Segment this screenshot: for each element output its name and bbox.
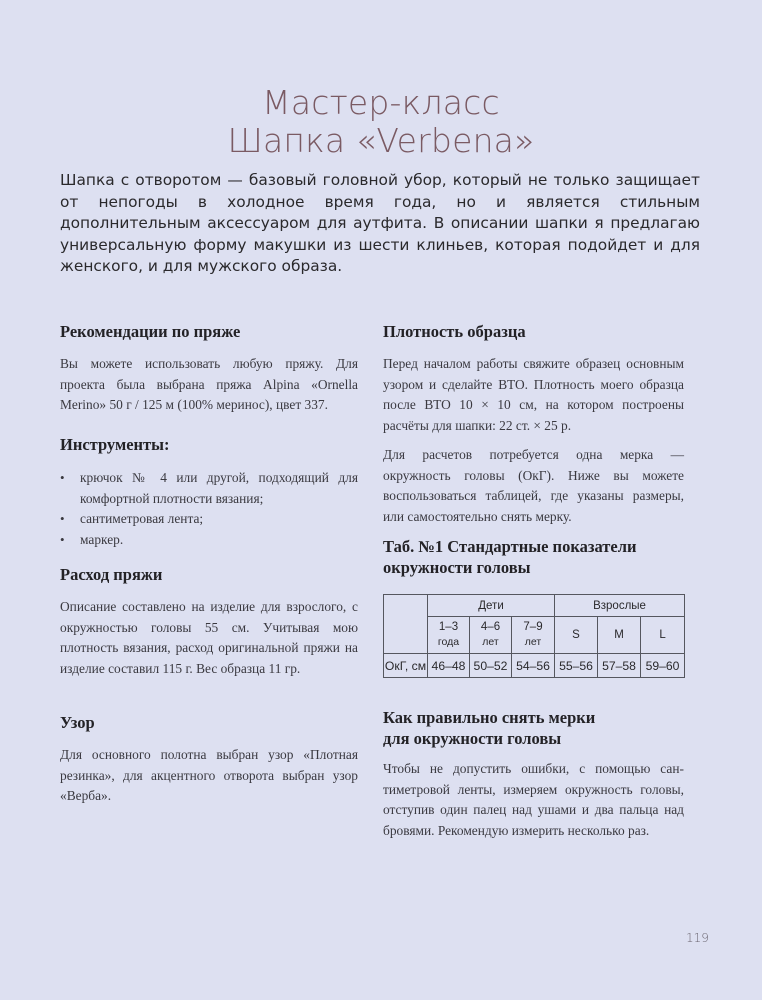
consumption-heading: Расход пряжи (60, 565, 163, 584)
gauge-text: Перед началом работы свяжите образец основным узором и сделайте ВТО. Плотность моего образца после ВТО 10 × 10 см, на котором построены расчёты для шапки: 22 ст. × 25 р. (383, 356, 684, 433)
tools-list-item: • крючок № 4 или другой, подходящий для комфортной плотности вязания; (60, 470, 358, 506)
consumption-text: Описание составлено на изделие для взрослого, с окружностью головы 55 см. Учитывая мою плотность вязания, расход оригинальной пряжи на изделие составил 115 г. Вес образца 11 гр. (60, 599, 358, 676)
gauge-section (383, 321, 684, 527)
gauge-text-2: Для расчетов потребуется одна мерка — окружность головы (ОкГ). Ниже вы можете воспользоваться таблицей, где указаны размеры, или самостоятельно снять мерку. (383, 447, 684, 524)
table-row (384, 654, 685, 678)
column-header: S (555, 617, 598, 654)
pattern-section (60, 712, 358, 807)
table-cell: 54–56 (512, 654, 555, 678)
title-line-1: Мастер-класс (262, 83, 500, 122)
tools-list (60, 468, 358, 550)
bullet-icon: • (60, 470, 65, 485)
column-header: 7–9 лет (512, 617, 555, 654)
column-header: 4–6 лет (470, 617, 512, 654)
table-subheader-row (384, 617, 685, 654)
gauge-heading: Плотность образца (383, 322, 526, 341)
yarn-section (60, 321, 358, 416)
table-corner-cell (384, 595, 428, 654)
intro-paragraph: Шапка с отворотом — базовый головной убор, который не только защищает от непогоды в холодное время года, но и является стильным дополнительным аксессуаром для аутфита. В описании шапки я предлагаю универсальную форму макушки из шести клиньев, которая подойдет и для женского, и для мужского образа. (60, 171, 700, 276)
yarn-text: Вы можете использовать любую пряжу. Для проекта была выбрана пряжа Alpina «Ornella Merino» 50 г / 125 м (100% меринос), цвет 337. (60, 356, 358, 412)
measure-section (383, 707, 684, 841)
head-size-table (383, 594, 685, 678)
consumption-section (60, 564, 358, 679)
measure-text: Чтобы не допустить ошибки, с помощью сантиметровой ленты, измеряем окружность головы, отступив один палец над ушами и два пальца над бровями. Рекомендую измерить несколько раз. (383, 761, 684, 838)
table-cell: 57–58 (598, 654, 641, 678)
group-children: Дети (428, 595, 555, 617)
column-header: 1–3 года (428, 617, 470, 654)
table-cell: 50–52 (470, 654, 512, 678)
yarn-heading: Рекомендации по пряже (60, 322, 241, 341)
pattern-heading: Узор (60, 713, 95, 732)
column-header: L (641, 617, 685, 654)
tools-heading: Инструменты: (60, 435, 170, 454)
size-table-section (383, 536, 684, 678)
pattern-text: Для основного полотна выбран узор «Плотная резинка», для акцентного отворота выбран узор «Верба». (60, 747, 358, 803)
measure-heading: Как правильно снять мерки для окружности головы (383, 708, 596, 748)
bullet-icon: • (60, 511, 65, 526)
bullet-icon: • (60, 531, 65, 547)
tools-list-item: • маркер. (60, 530, 358, 551)
table-caption: Таб. №1 Стандартные показатели окружности головы (383, 537, 637, 577)
table-cell: 55–56 (555, 654, 598, 678)
table-cell: 46–48 (428, 654, 470, 678)
tools-section (60, 434, 358, 550)
table-header-row (384, 595, 685, 617)
page-number: 119 (686, 931, 709, 945)
page-title (0, 84, 762, 160)
group-adults: Взрослые (555, 595, 685, 617)
column-header: M (598, 617, 641, 654)
row-label: ОкГ, см (384, 654, 428, 678)
table-cell: 59–60 (641, 654, 685, 678)
title-line-2: Шапка «Verbena» (227, 121, 535, 160)
tools-list-item: • сантиметровая лента; (60, 509, 358, 530)
